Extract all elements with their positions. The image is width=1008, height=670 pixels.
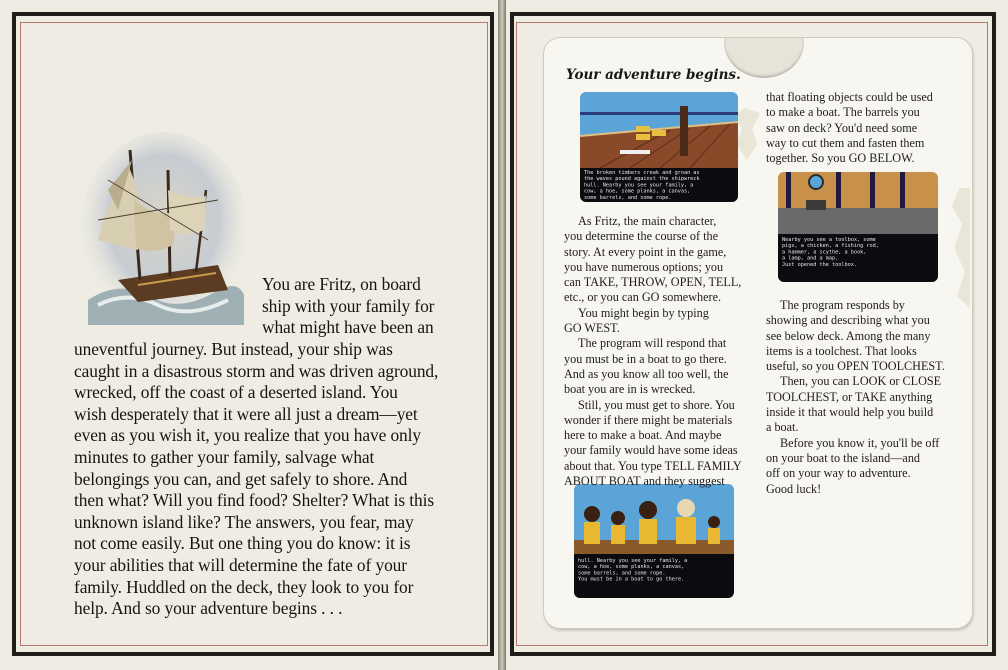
text-line: Good luck! (766, 481, 822, 496)
screen-text-line: hull. Nearby you see your family, a (578, 558, 688, 564)
story-line: minutes to gather your family, salvage what (74, 446, 375, 467)
text-line: to make a boat. The barrels you (766, 105, 920, 120)
story-line: family. Huddled on the deck, they look to you for (74, 576, 414, 597)
ship-deck-screenshot-icon (580, 92, 738, 202)
card-column-2-top (766, 90, 933, 166)
story-line: help. And so your adventure begins . . . (74, 598, 343, 619)
text-line: You might begin by typing (578, 305, 709, 320)
family-screenshot (574, 484, 734, 598)
text-line: Before you know it, you'll be off (780, 435, 940, 450)
screen-text-line: Nearby you see a toolbox, some (782, 237, 876, 243)
story-line: unknown island like? The answers, you fear, may (74, 511, 414, 532)
text-line: here to make a boat. And maybe (564, 428, 722, 443)
below-deck-screenshot (778, 172, 938, 282)
deck-screenshot (580, 92, 738, 202)
below-deck-screenshot-icon (778, 172, 938, 282)
screen-text-line: cow, a hoe, some planks, a canvas, (584, 188, 691, 195)
text-line: see below deck. Among the many (766, 328, 931, 343)
story-line: your abilities that will determine the fate of your (74, 554, 407, 575)
text-line: The program responds by (780, 298, 905, 312)
story-line: You are Fritz, on board (262, 274, 421, 294)
screen-text-line: a hammer, a scythe, a book, (782, 249, 867, 256)
torn-edge-icon (944, 188, 970, 308)
screen-text-line: a lamp, and a map. (782, 255, 839, 262)
text-line: TOOLCHEST, or TAKE anything (766, 389, 933, 404)
story-line: not come easily. But one thing you do know: it is (74, 533, 411, 554)
shipwreck-illustration-icon (78, 130, 246, 330)
page-fold (498, 0, 506, 670)
story-line: caught in a disastrous storm and was driven aground, (74, 360, 439, 381)
text-line: can TAKE, THROW, OPEN, TELL, (564, 275, 742, 290)
screen-text-line: You must be in a boat to go there. (578, 576, 685, 583)
instruction-card (544, 38, 972, 628)
screen-text-line: Just opened the toolbox. (782, 261, 857, 268)
text-line: etc., or you can GO somewhere. (564, 290, 722, 305)
text-line: you determine the course of the (564, 229, 718, 244)
text-line: your family would have some ideas (564, 443, 738, 458)
story-line: uneventful journey. But instead, your ship was (74, 339, 393, 359)
text-line: showing and describing what you (766, 313, 930, 328)
text-line: boat you are in is wrecked. (564, 382, 696, 397)
text-line: inside it that would help you build (766, 405, 934, 420)
story-body-text (74, 339, 438, 620)
text-line: Then, you can LOOK or CLOSE (780, 374, 942, 389)
text-line: As Fritz, the main character, (578, 214, 717, 228)
text-line: story. At every point in the game, (564, 244, 727, 259)
text-line: together. So you GO BELOW. (766, 151, 915, 166)
family-screenshot-icon (574, 484, 734, 598)
text-line: on your boat to the island—and (766, 450, 921, 465)
text-line: a boat. (766, 420, 799, 435)
story-line: even as you wish it, you realize that you have only (74, 425, 421, 446)
text-line: about that. You type TELL FAMILY (564, 458, 742, 473)
screen-text-line: hull. Nearby you see your family, a (584, 182, 694, 189)
text-line: useful, so you OPEN TOOLCHEST. (766, 359, 945, 374)
screen-text-line: The broken timbers creak and groan as (584, 170, 700, 176)
text-line: items is a toolchest. That looks (766, 343, 917, 358)
story-intro-text (262, 274, 434, 339)
text-line: wonder if there might be materials (564, 412, 733, 427)
card-column-2-bottom (766, 298, 945, 497)
screen-text-line: pigs, a chicken, a fishing rod, (782, 243, 879, 250)
text-line: that floating objects could be used (766, 90, 933, 104)
text-line: And as you know all too well, the (564, 366, 729, 381)
text-line: saw on deck? You'd need some (766, 120, 918, 135)
story-line: wish desperately that it were all just a dream—yet (74, 403, 418, 424)
story-line: what might have been an (262, 317, 434, 338)
text-line: you must be in a boat to go there. (564, 351, 727, 366)
text-line: The program will respond that (578, 336, 727, 351)
text-line: Still, you must get to shore. You (578, 397, 735, 412)
story-line: belongings you can, and get safely to shore. And (74, 468, 408, 489)
left-page (0, 0, 498, 670)
screen-text-line: the waves pound against the shipwreck (584, 176, 700, 183)
text-line: off on your way to adventure. (766, 466, 911, 481)
text-line: ABOUT BOAT and they suggest (564, 474, 725, 489)
story-line: then what? Will you find food? Shelter? What is this (74, 490, 435, 511)
story-line: ship with your family for (262, 295, 435, 316)
story-line: wrecked, off the coast of a deserted island. You (74, 382, 398, 403)
screen-text-line: some barrels, and some rope. (584, 194, 672, 201)
screen-text-line: some barrels, and some rope. (578, 570, 666, 577)
screen-text-line: cow, a hoe, some planks, a canvas, (578, 564, 685, 571)
text-line: you have numerous options; you (564, 259, 724, 274)
text-line: way to cut them and fasten them (766, 135, 925, 150)
text-line: GO WEST. (564, 321, 620, 336)
card-column-1 (564, 214, 742, 489)
card-heading: Your adventure begins. (566, 67, 741, 83)
